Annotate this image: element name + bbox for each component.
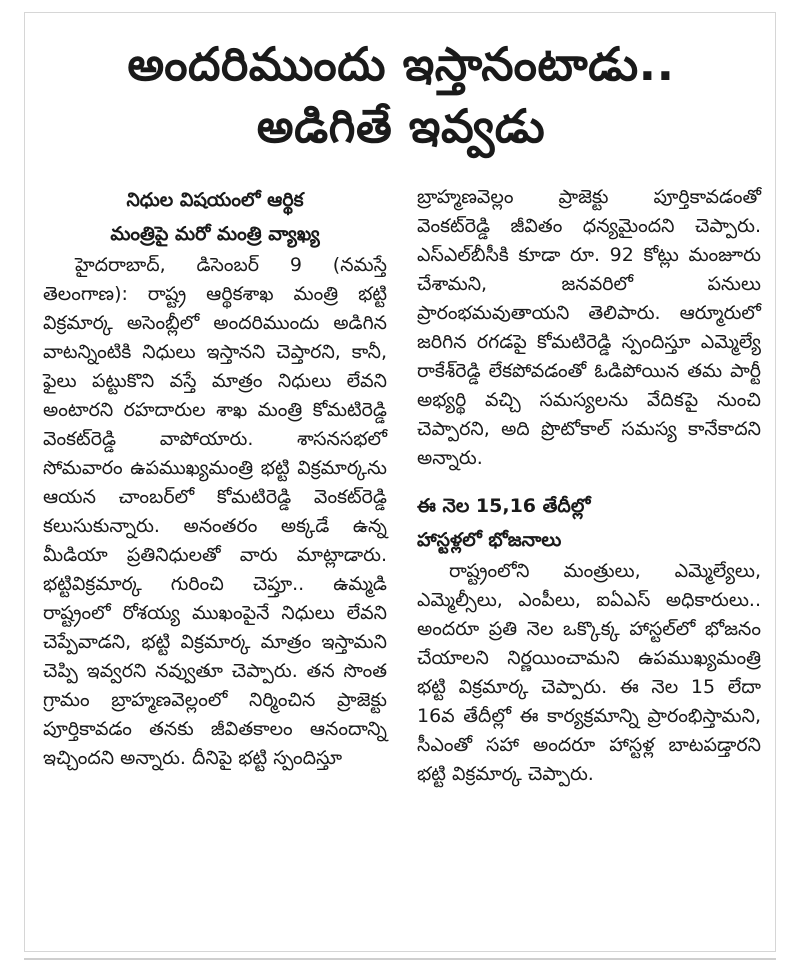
headline xyxy=(25,33,777,157)
bottom-divider xyxy=(24,958,776,960)
right-column xyxy=(417,183,761,789)
right-subheading-line-2: హాస్టళ్లలో భోజనాలు xyxy=(417,529,562,551)
article-clipping xyxy=(24,12,776,952)
headline-line-1: అందరిముందు ఇస్తానంటాడు.. xyxy=(127,37,675,91)
left-subheading xyxy=(43,183,387,251)
headline-line-2: అడిగితే ఇవ్వడు xyxy=(256,99,546,153)
left-subheading-line-1: నిధుల విషయంలో ఆర్థిక xyxy=(126,189,304,211)
left-column xyxy=(43,183,387,773)
right-body-text-top: బ్రాహ్మణవెల్లం ప్రాజెక్టు పూర్తికావడంతో వెంకట్‌రెడ్డి జీవితం ధన్యమైందని చెప్పారు. ఎస్‌ఎల్‌బీసీకి కూడా రూ. 92 కోట్లు మంజూరు చేశామని, జనవరిలో పనులు ప్రారంభమవుతాయని తెలిపారు. ఆర్మూరులో జరిగిన రగడపై కోమటిరెడ్డి స్పందిస్తూ ఎమ్మెల్యే రాకేశ్‌రెడ్డి లేకపోవడంతో ఓడిపోయిన తమ పార్టీ అభ్యర్థి వచ్చి సమస్యలను వేదికపై నుంచి చెప్పారని, అది ప్రొటోకాల్ సమస్య కానేకాదని అన్నారు. xyxy=(417,186,761,469)
right-subheading-line-1: ఈ నెల 15,16 తేదీల్లో xyxy=(417,495,591,517)
left-body-text: హైదరాబాద్, డిసెంబర్ 9 (నమస్తే తెలంగాణ): రాష్ట్ర ఆర్థికశాఖ మంత్రి భట్టి విక్రమార్క అసెంబ్లీలో అందరిముందు అడిగిన వాటన్నింటికి నిధులు ఇస్తానని చెప్తారని, కానీ, ఫైలు పట్టుకొని వస్తే మాత్రం నిధులు లేవని అంటారని రహదారుల శాఖ మంత్రి కోమటిరెడ్డి వెంకట్‌రెడ్డి వాపోయారు. శాసనసభలో సోమవారం ఉపముఖ్యమంత్రి భట్టి విక్రమార్కను ఆయన చాంబర్‌లో కోమటిరెడ్డి వెంకట్‌రెడ్డి కలుసుకున్నారు. అనంతరం అక్కడే ఉన్న మీడియా ప్రతినిధులతో వారు మాట్లాడారు. భట్టివిక్రమార్క గురించి చెప్తూ.. ఉమ్మడి రాష్ట్రంలో రోశయ్య ముఖంపైనే నిధులు లేవని చెప్పేవాడని, భట్టి విక్రమార్క మాత్రం ఇస్తామని చెప్పి ఇవ్వరని నవ్వుతూ చెప్పారు. తన సొంత గ్రామం బ్రాహ్మణవెల్లంలో నిర్మించిన ప్రాజెక్టు పూర్తికావడం తనకు జీవితకాలం ఆనందాన్ని ఇచ్చిందని అన్నారు. దీనిపై భట్టి స్పందిస్తూ xyxy=(43,254,387,769)
right-body-text-bottom: రాష్ట్రంలోని మంత్రులు, ఎమ్మెల్యేలు, ఎమ్మెల్సీలు, ఎంపీలు, ఐఏఎస్ అధికారులు.. అందరూ ప్రతి నెల ఒక్కొక్క హాస్టల్‌లో భోజనం చేయాలని నిర్ణయించామని ఉపముఖ్యమంత్రి భట్టి విక్రమార్క చెప్పారు. ఈ నెల 15 లేదా 16వ తేదీల్లో ఈ కార్యక్రమాన్ని ప్రారంభిస్తామని, సీఎంతో సహా అందరూ హాస్టళ్ల బాటపడ్తారని భట్టి విక్రమార్క చెప్పారు. xyxy=(417,560,761,785)
left-subheading-line-2: మంత్రిపై మరో మంత్రి వ్యాఖ్య xyxy=(110,223,320,245)
right-subheading xyxy=(417,489,761,557)
